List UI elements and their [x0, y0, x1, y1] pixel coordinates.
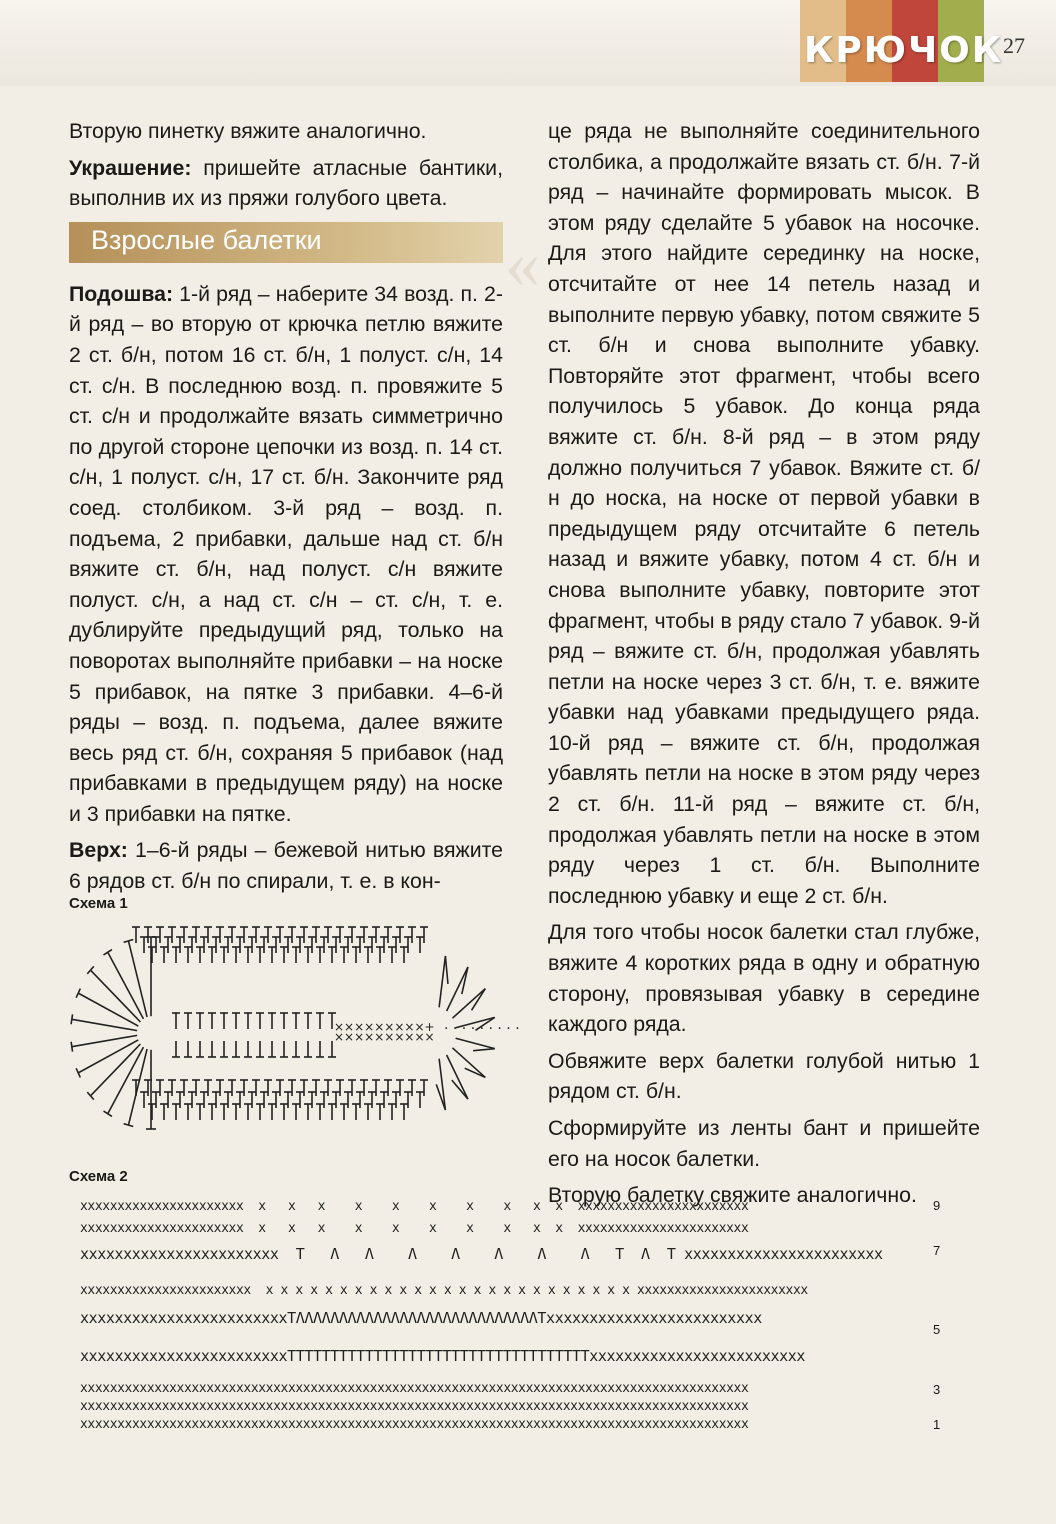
top-label: Верх:	[69, 838, 128, 863]
svg-text:· · · · · · · · ·: · · · · · · · · ·	[444, 1021, 520, 1037]
section-heading-bar	[69, 222, 503, 263]
right-paragraph-4: Сформируйте из ленты бант и пришейте его на носок балетки.	[548, 1116, 980, 1171]
schema-2-row: xxxxxxxxxxxxxxxxxxxxxxxxTTTTTTTTTTTTTTTTTTTTTTTTTTTTTTTTTTTxxxxxxxxxxxxxxxxxxxxxxxxx	[80, 1347, 805, 1365]
top-paragraph	[69, 835, 503, 896]
right-paragraph-1: це ряда не выполняйте соединительного столбика, а продолжайте вязать ст. б/н. 7-й ряд – начинайте формировать мысок. В этом ряду сделайте 5 убавок на носочке. Для этого найдите серединку на носке, отсчитайте от нее 14 петель назад и выполните первую убавку, потом свяжите 5 ст. б/н и снова выполните убавку. Повторяйте этот фрагмент, чтобы всего получилось 5 убавок. До конца ряда вяжите ст. б/н. 8-й ряд – в этом ряду должно получиться 7 убавок. Вяжите ст. б/н до носка, на носке от первой убавки в предыдущем ряду отсчитайте 6 петель назад и вяжите убавку, потом 4 ст. б/н и снова выполните убавку, повторите этот фрагмент, чтобы в ряду стало 7 убавок. 9-й ряд – вяжите ст. б/н, продолжая убавлять петли на носке через 3 ст. б/н, т. е. вяжите убавки над убавками предыдущего ряда. 10-й ряд – вяжите ст. б/н, продолжая убавлять петли на носке в этом ряду через 2 ст. б/н. 11-й ряд – вяжите ст. б/н, продолжая убавлять петли на носке в этом ряду через 1 ст. б/н. Выполните последнюю убавку и еще 2 ст. б/н.	[548, 119, 980, 908]
row-number: 7	[933, 1243, 941, 1258]
schema-1-caption: Схема 1	[69, 895, 128, 912]
decoration-label: Украшение:	[69, 155, 192, 180]
row-number: 5	[933, 1322, 941, 1337]
schema-2-caption: Схема 2	[69, 1168, 128, 1185]
svg-text:××××××××××: ××××××××××	[334, 1030, 435, 1044]
schema-2-row: xxxxxxxxxxxxxxxxxxxxxxx T Λ Λ Λ Λ Λ Λ Λ T Λ T xxxxxxxxxxxxxxxxxxxxxxx	[80, 1245, 883, 1263]
decoration-paragraph	[69, 153, 503, 214]
schema-2-row: xxxxxxxxxxxxxxxxxxxxxxxxxxxxxxxxxxxxxxxxxxxxxxxxxxxxxxxxxxxxxxxxxxxxxxxxxxxxxxxxxxxxxxxxxx	[80, 1399, 749, 1414]
right-paragraph-5: Вторую балетку свяжите аналогично.	[548, 1183, 917, 1208]
intro-paragraph: Вторую пинетку вяжите аналогично.	[69, 119, 427, 143]
top-text: 1–6-й ряды – бежевой нитью вяжите 6 рядов ст. б/н по спирали, т. е. в кон-	[69, 838, 503, 894]
row-number: 1	[933, 1417, 941, 1432]
decoration-text: пришейте атласные бантики, выполнив их из пряжи голубого цвета.	[69, 155, 503, 211]
schema-2-row: xxxxxxxxxxxxxxxxxxxxxxx x x x x x x x x x x x x x x x x x x x x x x x x x xxxxxxxxxxxxxxxxxxxxxxx	[80, 1283, 808, 1298]
row-number: 3	[933, 1382, 941, 1397]
schema-2-row: xxxxxxxxxxxxxxxxxxxxxxxxxxxxxxxxxxxxxxxxxxxxxxxxxxxxxxxxxxxxxxxxxxxxxxxxxxxxxxxxxxxxxxxxxx	[80, 1381, 749, 1396]
right-paragraph-3: Обвяжите верх балетки голубой нитью 1 рядом ст. б/н.	[548, 1048, 980, 1104]
background-decoration: «	[505, 226, 540, 303]
schema-2-row: xxxxxxxxxxxxxxxxxxxxxx x x x x x x x x x x xxxxxxxxxxxxxxxxxxxxxxx	[80, 1199, 749, 1214]
right-paragraph-2: Для того чтобы носок балетки стал глубже, вяжите 4 коротких ряда в одну и обратную сторону, провязывая убавку в середине каждого ряда.	[548, 920, 980, 1037]
sole-paragraph	[69, 279, 503, 830]
schema-2-row: xxxxxxxxxxxxxxxxxxxxxxxxTΛΛΛΛΛΛΛΛΛΛΛΛΛΛΛΛΛΛΛΛΛΛΛΛΛΛΛΛTxxxxxxxxxxxxxxxxxxxxxxxxx	[80, 1309, 762, 1327]
schema-2-row: xxxxxxxxxxxxxxxxxxxxxxxxxxxxxxxxxxxxxxxxxxxxxxxxxxxxxxxxxxxxxxxxxxxxxxxxxxxxxxxxxxxxxxxxxx	[80, 1417, 749, 1432]
schema-1-diagram	[66, 915, 526, 1150]
sole-label: Подошва:	[69, 281, 174, 306]
row-number: 9	[933, 1198, 941, 1213]
page-number: 27	[1003, 33, 1025, 58]
svg-text:×××××××××+: ×××××××××+	[334, 1020, 435, 1034]
right-column	[548, 116, 980, 1217]
sole-text: 1-й ряд – наберите 34 возд. п. 2-й ряд – во вторую от крючка петлю вяжите 2 ст. б/н, потом 16 ст. б/н, 1 полуст. с/н, 14 ст. с/н. В последнюю возд. п. провяжите 5 ст. с/н и продолжайте вязать симметрично по другой стороне цепочки из возд. п. 14 ст. с/н, 1 полуст. с/н, 17 ст. б/н. Закончите ряд соед. столбиком. 3-й ряд – возд. п. подъема, 2 прибавки, дальше над ст. б/н вяжите ст. б/н, над полуст. с/н вяжите полуст. с/н, а над ст. с/н – ст. с/н, т. е. дублируйте предыдущий ряд, только на поворотах выполняйте прибавки – на носке 5 прибавок, на пятке 3 прибавки. 4–6-й ряды – возд. п. подъема, далее вяжите весь ряд ст. б/н, сохраняя 5 прибавок (над прибавками в предыдущем ряду) на носке и 3 прибавки на пятке.	[69, 281, 503, 826]
section-heading: Взрослые балетки	[91, 225, 322, 255]
section-title: КРЮЧОК	[804, 30, 1004, 71]
schema-2-row: xxxxxxxxxxxxxxxxxxxxxx x x x x x x x x x x xxxxxxxxxxxxxxxxxxxxxxx	[80, 1221, 749, 1236]
